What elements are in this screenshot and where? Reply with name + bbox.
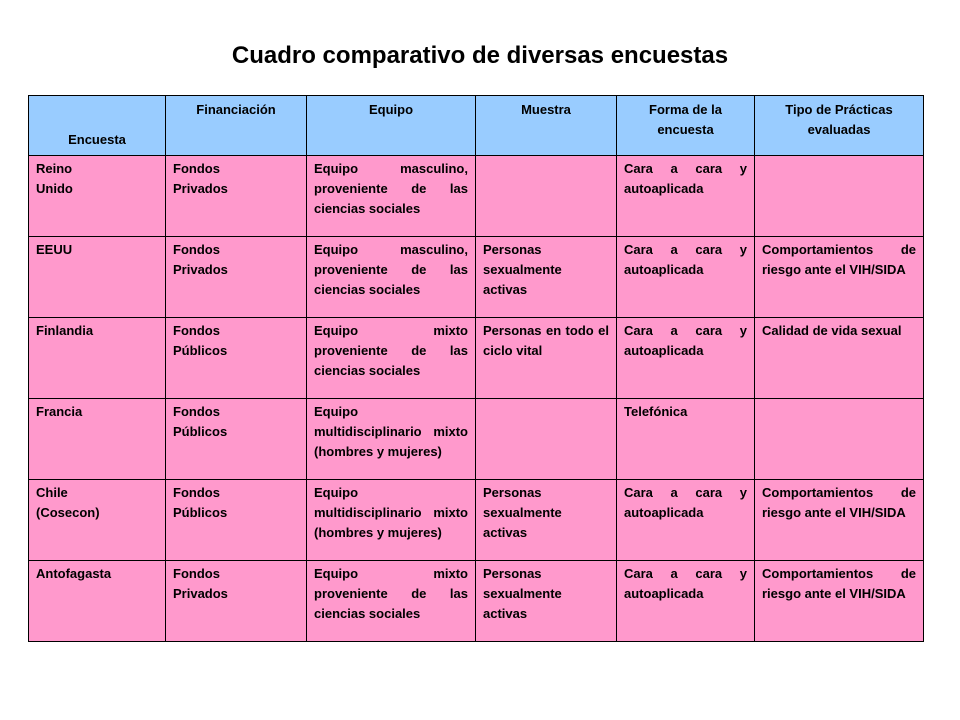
table-cell: Comportamientos de riesgo ante el VIH/SIDA bbox=[755, 480, 924, 561]
table-cell: Personas en todo el ciclo vital bbox=[476, 318, 617, 399]
table-cell bbox=[755, 156, 924, 237]
table-cell: Equipo multidisciplinario mixto (hombres y mujeres) bbox=[307, 480, 476, 561]
table-cell: Telefónica bbox=[617, 399, 755, 480]
table-row bbox=[29, 156, 924, 237]
table-cell: Calidad de vida sexual bbox=[755, 318, 924, 399]
table-cell: Equipo mixto proveniente de las ciencias sociales bbox=[307, 318, 476, 399]
table-cell: Cara a cara y autoaplicada bbox=[617, 237, 755, 318]
table-cell: Comportamientos de riesgo ante el VIH/SIDA bbox=[755, 561, 924, 642]
table-cell: Equipo multidisciplinario mixto (hombres y mujeres) bbox=[307, 399, 476, 480]
table-cell: Francia bbox=[29, 399, 166, 480]
table-cell: Finlandia bbox=[29, 318, 166, 399]
table-cell: Fondos Públicos bbox=[166, 318, 307, 399]
table-cell bbox=[476, 156, 617, 237]
comparison-table bbox=[28, 95, 924, 642]
table-row bbox=[29, 561, 924, 642]
table-cell bbox=[755, 399, 924, 480]
page-title: Cuadro comparativo de diversas encuestas bbox=[231, 42, 729, 69]
table-cell: Reino Unido bbox=[29, 156, 166, 237]
column-header-financiacion: Financiación bbox=[166, 96, 307, 156]
table-cell: Fondos Privados bbox=[166, 156, 307, 237]
table-cell: Chile (Cosecon) bbox=[29, 480, 166, 561]
column-header-muestra: Muestra bbox=[476, 96, 617, 156]
table-cell bbox=[476, 399, 617, 480]
column-header-forma: Forma de la encuesta bbox=[617, 96, 755, 156]
table-row bbox=[29, 237, 924, 318]
column-header-tipo-practicas: Tipo de Prácticas evaluadas bbox=[755, 96, 924, 156]
table-row bbox=[29, 399, 924, 480]
table-cell: Comportamientos de riesgo ante el VIH/SIDA bbox=[755, 237, 924, 318]
table-cell: Antofagasta bbox=[29, 561, 166, 642]
table-cell: Fondos Públicos bbox=[166, 480, 307, 561]
table-cell: Personas sexualmente activas bbox=[476, 480, 617, 561]
table-cell: Equipo masculino, proveniente de las ciencias sociales bbox=[307, 237, 476, 318]
table-header-row bbox=[29, 96, 924, 156]
table-cell: Fondos Públicos bbox=[166, 399, 307, 480]
table-cell: Personas sexualmente activas bbox=[476, 561, 617, 642]
table-cell: Cara a cara y autoaplicada bbox=[617, 156, 755, 237]
column-header-equipo: Equipo bbox=[307, 96, 476, 156]
table-row bbox=[29, 318, 924, 399]
table-cell: Cara a cara y autoaplicada bbox=[617, 480, 755, 561]
table-cell: Cara a cara y autoaplicada bbox=[617, 561, 755, 642]
table-cell: Personas sexualmente activas bbox=[476, 237, 617, 318]
table-cell: Fondos Privados bbox=[166, 561, 307, 642]
table-cell: Equipo masculino, proveniente de las ciencias sociales bbox=[307, 156, 476, 237]
table-cell: EEUU bbox=[29, 237, 166, 318]
table-cell: Fondos Privados bbox=[166, 237, 307, 318]
column-header-encuesta: Encuesta bbox=[29, 96, 166, 156]
table-cell: Cara a cara y autoaplicada bbox=[617, 318, 755, 399]
table-cell: Equipo mixto proveniente de las ciencias sociales bbox=[307, 561, 476, 642]
table-row bbox=[29, 480, 924, 561]
